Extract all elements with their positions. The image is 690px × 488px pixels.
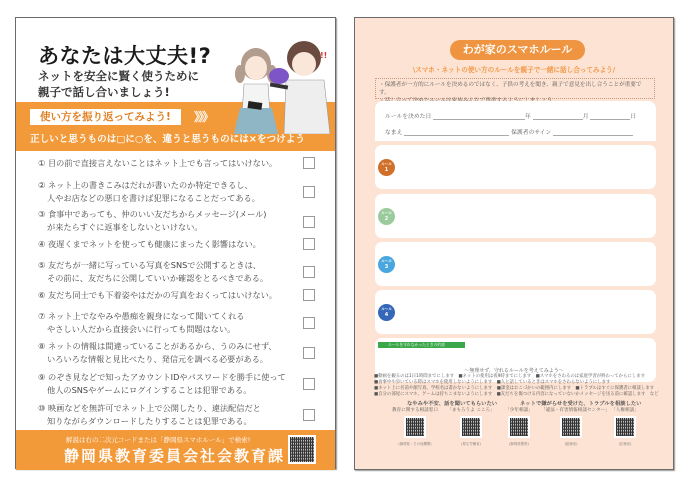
help-contact: 教育に関する相談窓口 (静岡県・その他機関) <box>392 408 438 446</box>
parent-child-illustration-icon <box>224 24 334 134</box>
guardian-signature-field[interactable] <box>553 129 633 136</box>
quiz-sheet <box>15 17 336 469</box>
example-rules: ■動画を観るのは1日1時間までにします ■ネットの使用は夜9時までにします ■スマホをさわるのは家庭学習が終わってからにします ■食事中や歩いている時はスマホを使用しないようにします ■人と話しているときはスマホをさわらないようにします ■ネット上に名前や顔写真、学校名は書かないようにします ■課金はおこづかいの範囲内にします ■トラブルはすぐに保護者に相談します ■自分の部屋にスマホ、ゲームは持ちこまないようにします ■友だちを傷つける内容になっていないかメッセージを送る前に確認します など <box>374 374 659 397</box>
answer-checkbox[interactable] <box>303 238 315 250</box>
rules-guidance-note: ・保護者が一方的にルールを決めるのではなく、子供の考えを聞き、親子で意見を出し合うことが重要です。 <box>375 78 655 99</box>
review-pill: 使い方を振り返ってみよう! <box>30 109 181 125</box>
name-field[interactable] <box>404 129 509 136</box>
answer-checkbox[interactable] <box>303 378 315 390</box>
rules-form-header <box>375 101 656 141</box>
qr-code-icon[interactable] <box>404 416 426 438</box>
help-contact: 「まもろうよ こころ」 (厚生労働省) <box>447 408 495 446</box>
instruction-text: 正しいと思うものは□に○を、違うと思うものには×をつけよう <box>30 134 305 145</box>
rule-badge-2: ルール 2 <box>378 208 395 225</box>
help-contact: 「人権相談」 (法務省) <box>611 408 639 446</box>
rule-box-4[interactable] <box>375 290 656 334</box>
rule-badge-3: ルール 3 <box>378 256 395 273</box>
answer-checkbox[interactable] <box>303 409 315 421</box>
qr-code-icon[interactable] <box>460 416 482 438</box>
quiz-question: ④ 夜遅くまでネットを使っても健康にまったく影響はない。 <box>38 239 261 249</box>
quiz-footer <box>16 430 335 470</box>
qr-code-icon[interactable] <box>614 416 636 438</box>
quiz-question: ⑧ ネットの情報は間違っていることがあるから、うのみにせず、 いろいろな情報と見比べたり、発信元を調べる必要がある。 <box>38 341 277 364</box>
help-heading-trouble: ネットで嫌がらせを受けた、トラブルを相談したい <box>520 401 642 407</box>
answer-checkbox[interactable] <box>303 266 315 278</box>
help-contact: 「少年相談」 (静岡県警察) <box>505 408 533 446</box>
quiz-subtitle-line-2: 親子で話し合いましょう! <box>38 85 170 99</box>
rule-box-1[interactable] <box>375 145 656 189</box>
day-field[interactable] <box>590 113 630 120</box>
family-rules-sheet <box>354 17 674 470</box>
answer-checkbox[interactable] <box>303 216 315 228</box>
arrows-icon: 》》》 <box>194 110 213 124</box>
quiz-question: ② ネット上の書きこみはだれが書いたのか特定できるし、 人やお店などの悪口を書けば犯罪になることだってある。 <box>38 180 260 203</box>
quiz-subtitle-line-1: ネットを安全に賢く使うために <box>38 69 199 83</box>
answer-checkbox[interactable] <box>303 317 315 329</box>
signature-row: なまえ 保護者のサイン <box>385 127 633 136</box>
qr-code-icon[interactable] <box>288 435 316 464</box>
examples-title: 〜無理せず、守れるルールを考えてみよう〜 <box>464 368 564 374</box>
rules-title: わが家のスマホルール <box>450 40 585 60</box>
month-field[interactable] <box>533 113 583 120</box>
quiz-question: ⑥ 友だち同士でも下着姿やはだかの写真をおくってはいけない。 <box>38 290 278 300</box>
quiz-question: ⑩ 映画などを無許可でネット上で公開したり、違法配信だと 知りながらダウンロードしたりすることは犯罪である。 <box>38 403 261 426</box>
date-row: ルールを決めた日 年 月 日 <box>385 114 637 120</box>
organization-name: 静岡県教育委員会社会教育課 <box>64 447 286 465</box>
svg-text:!!: !! <box>320 51 328 60</box>
rule-badge-1: ルール 1 <box>378 159 395 176</box>
rules-subtitle: \スマホ・ネットの使い方のルールを親子で一緒に話し合ってみよう/ <box>412 66 616 74</box>
help-heading-worries: なやみや不安、話を聞いてもらいたい <box>407 401 498 407</box>
qr-code-icon[interactable] <box>560 416 582 438</box>
search-note: 解説は右の二次元コードまたは「静岡県スマホルール」で検索! <box>66 436 251 444</box>
rule-box-2[interactable] <box>375 194 656 238</box>
answer-checkbox[interactable] <box>303 157 315 169</box>
quiz-question: ① 目の前で直接言えないことはネット上でも言ってはいけない。 <box>38 158 278 168</box>
answer-checkbox[interactable] <box>303 347 315 359</box>
quiz-title: あなたは大丈夫!? <box>38 44 212 68</box>
quiz-question: ⑨ のぞき見などで知ったアカウントIDやパスワードを勝手に使って 他人のSNSやゲームにログインすることは犯罪である。 <box>38 372 286 395</box>
answer-checkbox[interactable] <box>303 289 315 301</box>
rule-box-3[interactable] <box>375 242 656 286</box>
answer-checkbox[interactable] <box>303 186 315 198</box>
rule-badge-4: ルール 4 <box>378 304 395 321</box>
year-field[interactable] <box>433 113 525 120</box>
quiz-question: ⑤ 友だちが一緒に写っている写真をSNSで公開するときは、 その前に、友だちに公開していいか確認をとるべきである。 <box>38 260 269 283</box>
help-contact: 「違法・有害情報相談センター」 (総務省) <box>541 408 610 446</box>
promise-label: ルールを守れなかったときの約束 <box>378 342 465 348</box>
qr-code-icon[interactable] <box>508 416 530 438</box>
quiz-question: ③ 食事中であっても、仲のいい友だちからメッセージ(メール) が来たらすぐに返事をしないといけない。 <box>38 209 267 232</box>
quiz-question: ⑦ ネット上でなやみや愚痴を親身になって聞いてくれる やさしい人だから直接会いに行っても問題はない。 <box>38 311 245 334</box>
